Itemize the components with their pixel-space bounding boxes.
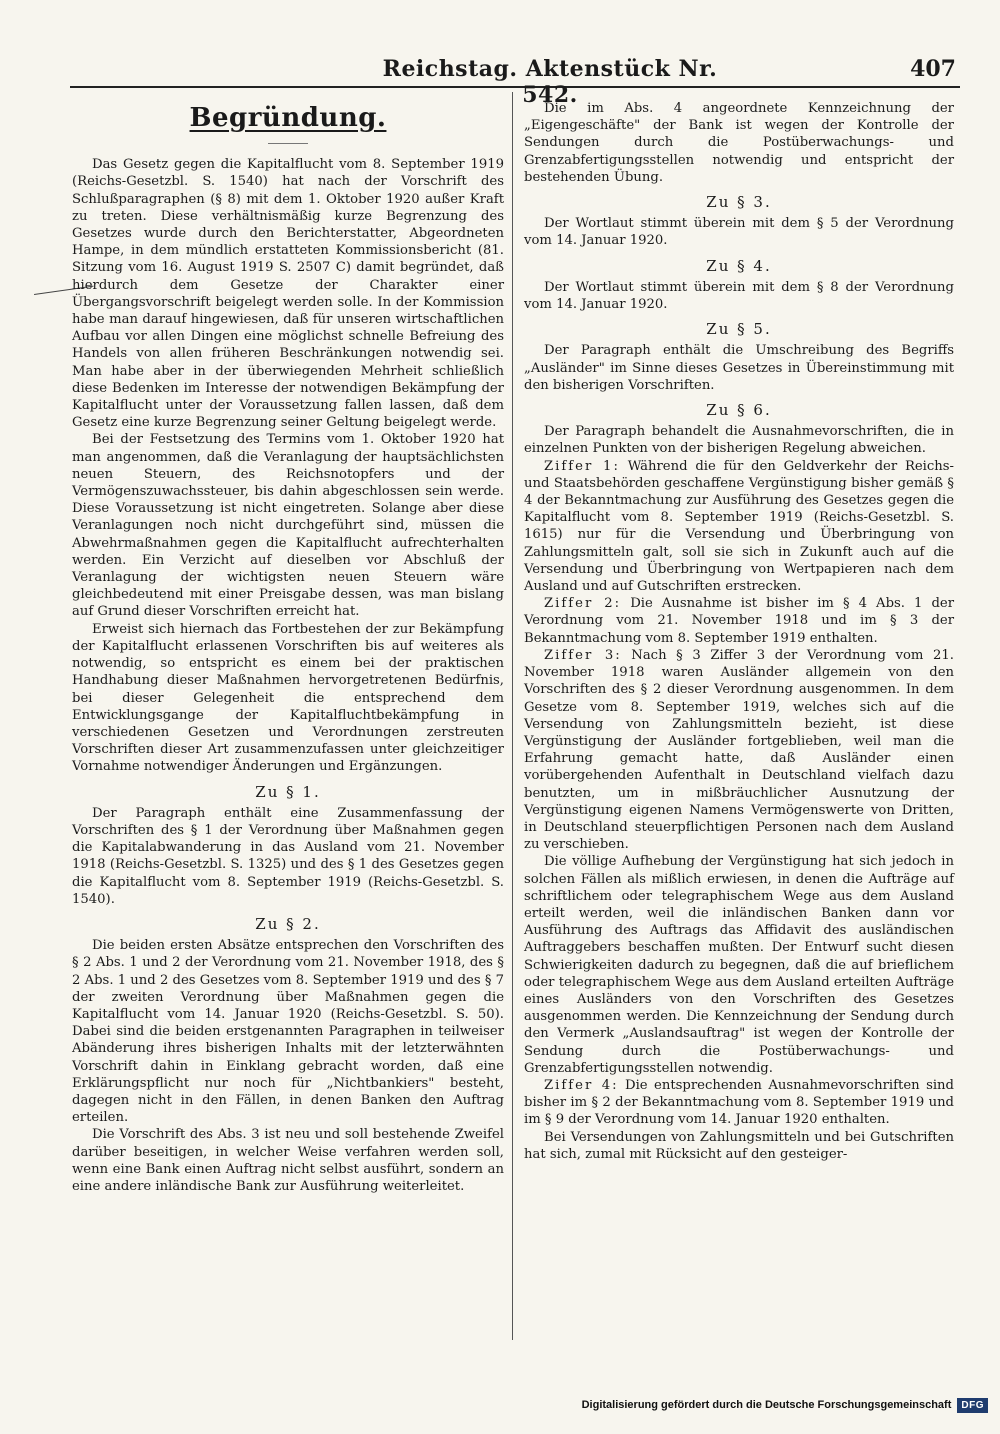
digitization-footer: [582, 1394, 988, 1416]
left-column: [72, 100, 504, 1195]
right-column: [524, 100, 954, 1163]
paragraph: Bei Versendungen von Zahlungsmitteln und bei Gutschriften hat sich, zumal mit Rücksicht auf den gesteiger-: [524, 1129, 954, 1162]
paragraph: Bei der Festsetzung des Termins vom 1. Oktober 1920 hat man angenommen, daß die Veranlagung der hauptsächlichsten neuen Steuern, des Reichsnotopfers und der Vermögenszuwachssteuer, bis dahin abgeschlossen sein werde. Diese Voraussetzung ist nicht eingetreten. Solange aber diese Veranlagungen noch nicht durchgeführt sind, müssen die Abwehrmaßnahmen gegen die Kapitalflucht aufrechterhalten werden. Ein Verzicht auf dieselben vor Abschluß der Veranlagung der wichtigsten neuen Steuern wäre gleichbedeutend mit einer Preisgabe dessen, was man bislang auf Grund dieser Vorschriften erreicht hat.: [72, 432, 504, 620]
ziffer-1-paragraph: [524, 458, 954, 596]
paragraph: Die Vorschrift des Abs. 3 ist neu und soll bestehende Zweifel darüber beseitigen, in welcher Weise verfahren werden soll, wenn eine Bank einen Auftrag nicht selbst ausführt, sondern an eine andere inländische Bank zur Ausführung weiterleitet.: [72, 1127, 504, 1194]
footer-text: Digitalisierung gefördert durch die Deutsche Forschungsgemeinschaft: [581, 1399, 952, 1411]
section-heading-3: Zu § 3.: [706, 193, 772, 212]
section-heading-1: Zu § 1.: [255, 782, 321, 801]
ziffer-2-label: Ziffer 2:: [544, 596, 622, 612]
paragraph: Die beiden ersten Absätze entsprechen den Vorschriften des § 2 Abs. 1 und 2 der Verordnung vom 21. November 1918, des § 2 Abs. 1 und 2 des Gesetzes vom 8. September 1919 und des § 7 der zweiten Verordnung über Maßnahmen gegen die Kapitalflucht vom 14. Januar 1920 (Reichs-Gesetzbl. S. 50). Dabei sind die beiden erstgenannten Paragraphen in teilweiser Abänderung ihres bisherigen Inhalts mit der letzterwähnten Vorschrift dahin in Einklang gebracht worden, daß eine Erklärungspflicht nur noch für „Nichtbankiers" besteht, dagegen nicht in den Fällen, in denen Banken den Auftrag erteilen.: [72, 938, 504, 1126]
page-number: 407: [910, 56, 956, 82]
ziffer-4-label: Ziffer 4:: [544, 1077, 619, 1093]
ziffer-2-text: Die Ausnahme ist bisher im § 4 Abs. 1 der Verordnung vom 21. November 1918 und im § 3 der Bekanntmachung vom 8. September 1919 enthalten.: [524, 596, 954, 646]
heading-rule: [268, 143, 308, 144]
ziffer-1-label: Ziffer 1:: [544, 458, 620, 474]
section-heading-4: Zu § 4.: [706, 256, 772, 275]
ziffer-3-text: Nach § 3 Ziffer 3 der Verordnung vom 21. November 1918 waren Ausländer allgemein von den Vorschriften des § 2 dieser Verordnung ausgenommen. In dem Gesetze vom 8. September 1919, welches sich auf die Versendung von Zahlungsmitteln bezieht, ist diese Vergünstigung der Ausländer fortgeblieben, weil man die Erfahrung gemacht hatte, daß Ausländer einen vorübergehenden Aufenthalt in Deutschland vielfach dazu benutzten, um in mißbräuchlicher Ausnutzung der Vergünstigung eigenen Namens Vermögenswerte von Dritten, in Deutschland steuerpflichtigen Personen nach dem Ausland zu verschieben.: [524, 647, 954, 853]
ziffer-4-text: Die entsprechenden Ausnahmevorschriften sind bisher im § 2 der Bekanntmachung vom 8. September 1919 und im § 9 der Verordnung vom 14. Januar 1920 enthalten.: [524, 1077, 954, 1128]
paragraph: Die völlige Aufhebung der Vergünstigung hat sich jedoch in solchen Fällen als mißlich erwiesen, in denen die Aufträge auf schriftlichem oder telegraphischem Wege aus dem Ausland erteilt werden, weil die inländischen Banken dann vor Ausführung des Auftrags das Affidavit des ausländischen Auftraggebers beschaffen mußten. Der Entwurf sucht diesen Schwierigkeiten dadurch zu begegnen, daß die auf brieflichem oder telegraphischem Wege aus dem Ausland erteilten Aufträge eines Ausländers von den Vorschriften des Gesetzes ausgenommen werden. Die Kennzeichnung der Sendung durch den Vermerk „Auslandsauftrag" ist wegen der Kontrolle der Sendung durch die Postüberwachungs- und Grenzabfertigungsstellen notwendig.: [524, 854, 954, 1076]
paragraph: Der Paragraph enthält eine Zusammenfassung der Vorschriften des § 1 der Verordnung über Maßnahmen gegen die Kapitalabwanderung in das Ausland vom 21. November 1918 (Reichs-Gesetzbl. S. 1325) und des § 1 des Gesetzes gegen die Kapitalflucht vom 8. September 1919 (Reichs-Gesetzbl. S. 1540).: [72, 805, 504, 907]
section-heading-2: Zu § 2.: [255, 914, 321, 933]
main-heading: Begründung.: [189, 103, 387, 133]
ziffer-4-paragraph: [524, 1077, 954, 1129]
paragraph: Das Gesetz gegen die Kapitalflucht vom 8. September 1919 (Reichs-Gesetzbl. S. 1540) hat nach der Vorschrift des Schlußparagraphen (§ 8) mit dem 1. Oktober 1920 außer Kraft zu treten. Diese verhältnismäßig kurze Begrenzung des Gesetzes wurde durch den Berichterstatter, Abgeordneten Hampe, in dem mündlich erstatteten Kommissionsbericht (81. Sitzung vom 16. August 1919 S. 2507 C) damit begründet, daß hierdurch dem Gesetze der Charakter einer Übergangsvorschrift beigelegt werden solle. In der Kommission habe man darauf hingewiesen, daß für unseren wirtschaftlichen Aufbau vor allen Dingen eine möglichst schnelle Befreiung des Handels von allen früheren Beschränkungen notwendig sei. Man habe aber in der überwiegenden Mehrheit schließlich diese Bedenken im Interesse der notwendigen Bekämpfung der Kapitalflucht unter der Voraussetzung fallen lassen, daß dem Gesetz eine kurze Begrenzung seiner Geltung beigelegt werde.: [72, 157, 504, 431]
ziffer-1-text: Während die für den Geldverkehr der Reichs- und Staatsbehörden geschaffene Vergünstigung bisher gemäß § 4 der Bekanntmachung zur Ausführung des Gesetzes gegen die Kapitalflucht vom 8. September 1919 (Reichs-Gesetzbl. S. 1615) nur für die Versendung und Überbringung von Zahlungsmitteln galt, soll sie sich in Zukunft auch auf die Versendung und Überbringung von Wertpapieren nach dem Ausland und auf Gutschriften erstrecken.: [524, 458, 955, 595]
paragraph: Die im Abs. 4 angeordnete Kennzeichnung der „Eigengeschäfte" der Bank ist wegen der Kontrolle der Sendungen durch die Postüberwachungs- und Grenzabfertigungsstellen notwendig und entspricht der bestehenden Übung.: [524, 101, 954, 185]
dfg-logo-icon: DFG: [957, 1398, 988, 1413]
section-heading-6: Zu § 6.: [706, 401, 772, 420]
paragraph: Der Paragraph behandelt die Ausnahmevorschriften, die in einzelnen Punkten von der bisherigen Regelung abweichen.: [524, 424, 954, 457]
paragraph: Der Paragraph enthält die Umschreibung des Begriffs „Ausländer" im Sinne dieses Gesetzes in Übereinstimmung mit den bisherigen Vorschriften.: [524, 343, 954, 393]
running-title: Reichstag. Aktenstück Nr. 542.: [382, 56, 718, 108]
paragraph: Der Wortlaut stimmt überein mit dem § 5 der Verordnung vom 14. Januar 1920.: [524, 216, 954, 249]
running-head: [70, 56, 960, 108]
paragraph: Der Wortlaut stimmt überein mit dem § 8 der Verordnung vom 14. Januar 1920.: [524, 279, 954, 313]
paragraph: Erweist sich hiernach das Fortbestehen der zur Bekämpfung der Kapitalflucht erlassenen Vorschriften bis auf weiteres als notwendig, so entspricht es einem bei der praktischen Handhabung dieser Maßnahmen hervorgetretenen Bedürfnis, bei dieser Gelegenheit die entsprechend dem Entwicklungsgange der Kapitalfluchtbekämpfung in verschiedenen Gesetzen und Verordnungen zerstreuten Vorschriften dieser Art zusammenzufassen unter gleichzeitiger Vornahme notwendiger Änderungen und Ergänzungen.: [72, 621, 504, 775]
section-heading-5: Zu § 5.: [706, 320, 772, 339]
ziffer-3-label: Ziffer 3:: [544, 647, 622, 663]
ziffer-2-paragraph: [524, 595, 954, 647]
column-divider: [512, 92, 513, 1340]
ziffer-3-paragraph: [524, 647, 954, 853]
